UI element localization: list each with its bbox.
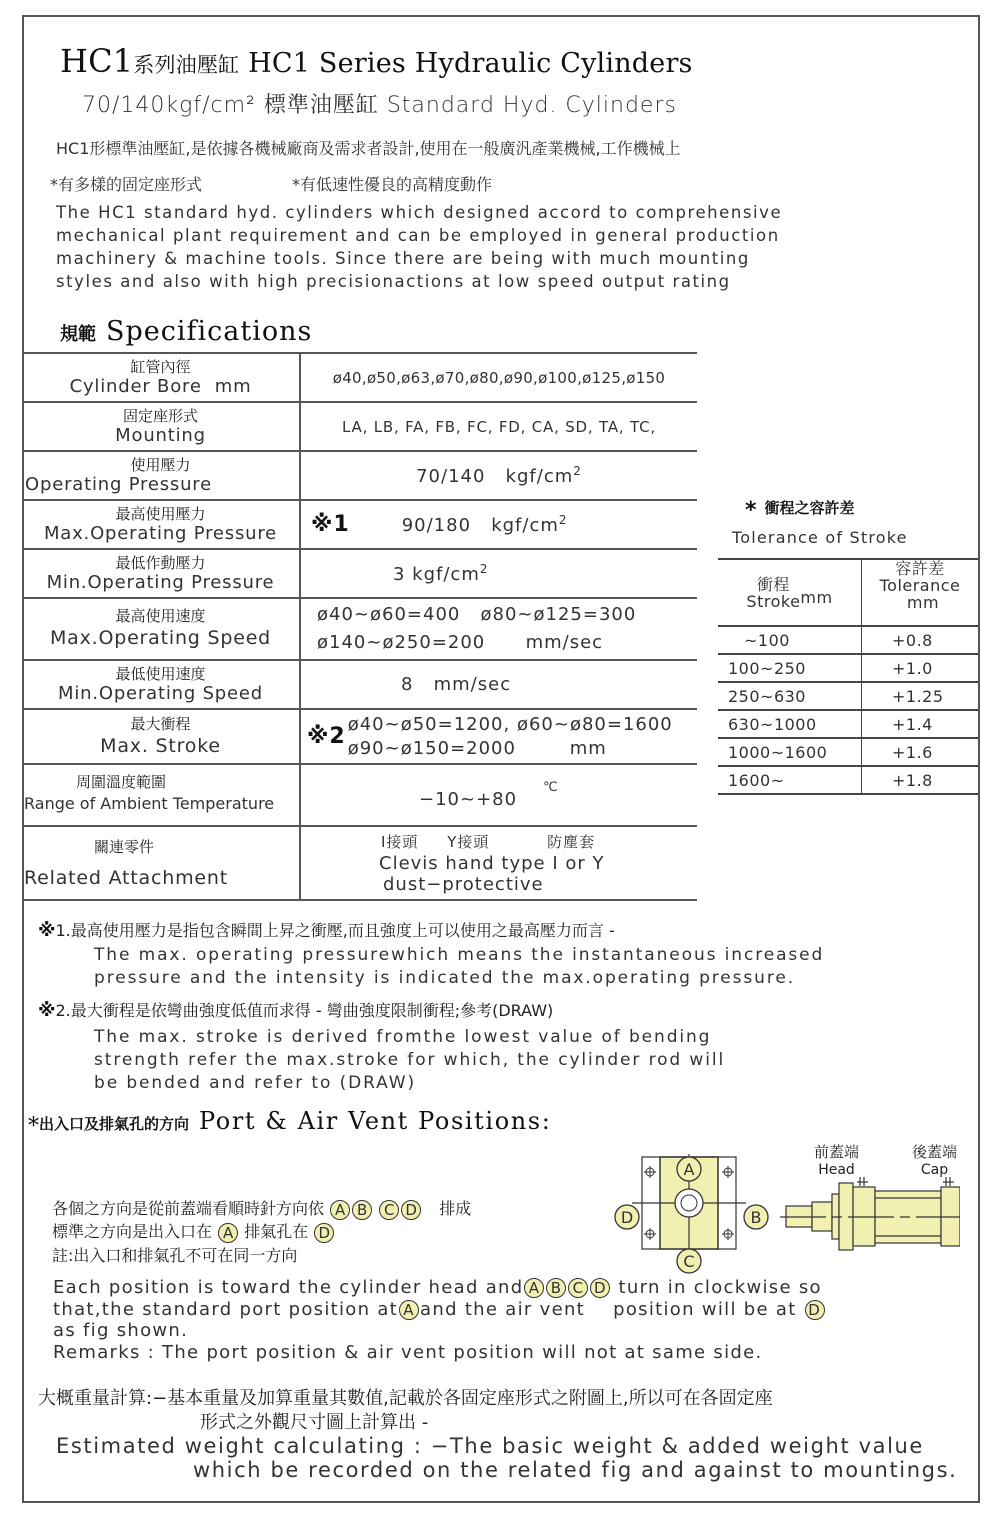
stroke-unit: mm [800,587,833,607]
head-label [814,1141,859,1178]
cap-label [912,1141,957,1178]
position-c-marker: C [379,1200,399,1220]
spec-label-cn: 周圍溫度範圍 [76,773,167,791]
label-b [744,1205,768,1229]
spec-label-en: Operating Pressure [25,474,212,495]
diagram-letter: A [683,1160,695,1179]
port-position-marker: A [218,1223,238,1243]
tolerance-cell: +0.8 [862,626,979,654]
position-b-marker: B [352,1200,372,1220]
spec-value-text: dust−protective [383,873,544,895]
port-text: 排成 [439,1199,472,1218]
note-en-line: The max. stroke is derived fromthe lowest value of bending [94,1027,712,1047]
port-cn-line-1 [52,1196,471,1220]
port-cn-line-3: 註:出入口和排氣孔不可在同一方向 [52,1246,298,1265]
spec-value-text: ø90~ø150=2000 mm [347,737,607,759]
spec-value-text: ø40~ø50=1200, ø60~ø80=1600 [347,713,673,735]
spec-value [300,353,697,402]
tolerance-row [718,710,978,738]
spec-label-cn: 使用壓力 [130,456,191,474]
spec-heading-en: Specifications [106,316,313,347]
spec-row-max-stroke [22,709,697,764]
label-c [677,1249,701,1273]
tolerance-cell: +1.6 [862,738,979,766]
title-model: HC1 [60,42,134,80]
tolerance-header-row [718,559,978,626]
port-heading-cn: 出入口及排氣孔的方向 [39,1115,190,1133]
note-1-cn [38,920,615,942]
spec-label-cn: 固定座形式 [122,407,198,425]
title-en: HC1 Series Hydraulic Cylinders [248,48,693,79]
spec-value [300,660,697,709]
spec-value-text: 8 mm/sec [401,674,512,695]
superscript: 2 [558,513,568,527]
subtitle: 70/140kgf/cm² 標準油壓缸 Standard Hyd. Cylinders [82,93,677,118]
spec-value [300,402,697,451]
spec-value [300,549,697,598]
spec-row-bore [22,353,697,402]
spec-label-en: Cylinder Bore mm [69,376,252,397]
stroke-cell: 100~250 [718,654,862,682]
spec-label-en: Min.Operating Speed [58,683,263,704]
port-position-marker: A [399,1300,419,1320]
intro-en-line: styles and also with high precisionactions at low speed output rating [56,272,731,291]
spec-row-max-pressure [22,500,697,549]
spec-row-related-attachment [22,826,697,900]
spec-row-max-speed [22,598,697,660]
feature-1: *有多樣的固定座形式 [50,175,203,194]
spec-label-cn: 關連零件 [94,837,155,856]
port-position-diagram [610,1130,960,1280]
tolerance-row [718,682,978,710]
tolerance-cell: +1.0 [862,654,979,682]
vent-position-marker: D [805,1300,825,1320]
spec-value-text: ø40~ø60=400 ø80~ø125=300 [317,604,637,625]
spec-value-text: −10~+80 [419,789,518,810]
tolerance-header [862,559,979,626]
spec-value [300,709,697,764]
spec-value [300,764,697,826]
spec-value [300,598,697,660]
stroke-cell: ~100 [718,626,862,654]
spec-label-cn: 最低作動壓力 [115,554,206,572]
note-mark: ※2 [307,724,346,749]
stroke-header-en: Stroke [746,591,801,611]
intro-en-line: The HC1 standard hyd. cylinders which designed accord to comprehensive [56,203,783,222]
note-1-en [94,944,824,990]
note-mark: ※ [38,920,56,941]
cap-label-en: Cap [920,1162,949,1178]
vent-position-marker: D [314,1223,334,1243]
spec-label-cn: 最高使用壓力 [115,505,206,523]
tolerance-table [718,558,978,795]
port-en-line-3: as fig shown. [53,1320,189,1341]
specifications-heading [60,316,312,347]
superscript: 2 [479,562,489,576]
tolerance-row [718,738,978,766]
spec-label-cn: 最高使用速度 [115,607,206,625]
label-a [677,1157,701,1181]
port-cn-line-2 [52,1219,335,1243]
position-d-marker: D [590,1278,610,1298]
spec-label-en: Mounting [115,425,206,446]
spec-value-text: 70/140 kgf/cm [416,466,574,487]
diagram-letter: B [750,1208,762,1227]
port-text: Each position is toward the cylinder head and [53,1277,524,1298]
note-2-cn-text: 2.最大衝程是依彎曲強度低值而求得 - 彎曲強度限制衝程;參考(DRAW) [55,1001,554,1020]
port-en-line-1 [53,1277,822,1298]
weight-cn-line-1: 大概重量計算:−基本重量及加算重量其數值,記載於各固定座形式之附圖上,所以可在各固定座 [38,1388,773,1409]
spec-label-cn: 最低使用速度 [115,665,206,683]
note-mark: ※1 [311,512,350,537]
tolerance-header-cn: 容許差 [895,559,945,578]
note-mark: ※ [38,1000,56,1021]
diagram-letter: D [620,1208,634,1227]
diagram-letter: C [683,1252,695,1271]
tolerance-header-en: Tolerance [879,576,961,595]
spec-value-text: ø140~ø250=200 mm/sec [317,632,604,653]
note-2-cn [38,1000,553,1022]
position-a-marker: A [524,1278,544,1298]
spec-row-temperature [22,764,697,826]
title-cn: 系列油壓缸 [133,53,240,77]
note-2-en [94,1026,725,1095]
cylinder-side-view [780,1177,960,1250]
spec-row-mounting [22,402,697,451]
weight-en-line-1: Estimated weight calculating : −The basic weight & added weight value [56,1434,924,1458]
spec-row-min-speed [22,660,697,709]
tolerance-title-cn [745,497,855,523]
stroke-header-cn: 衝程 [756,574,790,594]
spec-label-en: Max.Operating Pressure [43,523,278,544]
tolerance-row [718,654,978,682]
stroke-cell: 630~1000 [718,710,862,738]
port-text: 各個之方向是從前蓋端看順時針方向依 [52,1199,325,1218]
cap-label-cn: 後蓋端 [912,1143,958,1161]
spec-value-text: 90/180 kgf/cm [401,515,559,536]
note-en-line: be bended and refer to (DRAW) [94,1073,416,1093]
page-title [60,42,693,80]
spec-label-en: Max. Stroke [100,734,221,757]
spec-label-en: Related Attachment [24,866,228,889]
asterisk-icon: * [28,1114,39,1139]
spec-label-en: Range of Ambient Temperature [24,794,275,813]
intro-en-line: machinery & machine tools. Since there are being with much mounting [56,249,750,268]
weight-en-line-2: which be recorded on the related fig and against to mountings. [193,1458,958,1482]
spec-value-text: ø40,ø50,ø63,ø70,ø80,ø90,ø100,ø125,ø150 [332,368,666,387]
label-d [615,1205,639,1229]
stroke-cell: 1600~ [718,766,862,794]
port-text: 排氣孔在 [244,1222,309,1241]
tolerance-title-cn-text: 衝程之容許差 [764,499,855,517]
tolerance-row [718,626,978,654]
port-text: turn in clockwise so [618,1277,822,1298]
tolerance-cell: +1.25 [862,682,979,710]
spec-value [300,500,697,549]
spec-row-operating-pressure [22,451,697,500]
note-en-line: pressure and the intensity is indicated the max.operating pressure. [94,968,795,988]
stroke-header [718,559,862,626]
spec-label-en: Min.Operating Pressure [46,572,275,593]
tolerance-unit: mm [906,593,940,612]
feature-2: *有低速性優良的高精度動作 [292,175,493,194]
tolerance-row [718,766,978,794]
position-d-marker: D [401,1200,421,1220]
spec-label-cn: 缸管內徑 [130,358,191,376]
stroke-cell: 250~630 [718,682,862,710]
spec-label-en: Max.Operating Speed [49,627,272,649]
spec-value-text: Clevis hand type I or Y [379,852,605,874]
head-label-en: Head [818,1162,855,1178]
port-text: and the air vent position will be at [420,1299,797,1320]
head-label-cn: 前蓋端 [814,1143,860,1161]
position-a-marker: A [330,1200,350,1220]
position-c-marker: C [568,1278,588,1298]
intro-en-line: mechanical plant requirement and can be employed in general production [56,226,780,245]
tolerance-cell: +1.8 [862,766,979,794]
spec-heading-cn: 規範 [60,324,96,345]
spec-value [300,451,697,500]
port-heading-en: Port & Air Vent Positions: [199,1107,552,1135]
spec-value-text: 3 kgf/cm [393,564,480,585]
spec-row-min-pressure [22,549,697,598]
tolerance-title-en: Tolerance of Stroke [732,528,908,547]
tolerance-cell: +1.4 [862,710,979,738]
port-en-line-2 [53,1299,826,1320]
note-1-cn-text: 1.最高使用壓力是指包含瞬間上昇之衝壓,而且強度上可以使用之最高壓力而言 - [55,921,615,940]
spec-label-cn: 最大衝程 [130,714,191,733]
note-en-line: The max. operating pressurewhich means the instantaneous increased [94,945,825,965]
port-text: 標準之方向是出入口在 [52,1222,213,1241]
spec-value [300,826,697,900]
spec-value-cn: I接頭 Y接頭 防塵套 [381,832,596,851]
stroke-cell: 1000~1600 [718,738,862,766]
intro-cn: HC1形標準油壓缸,是依據各機械廠商及需求者設計,使用在一般廣汎產業機械,工作機械上 [56,139,681,158]
note-en-line: strength refer the max.stroke for which, the cylinder rod will [94,1050,726,1070]
superscript: 2 [573,464,582,478]
asterisk-icon: * [745,498,757,523]
weight-cn-line-2: 形式之外觀尺寸圖上計算出 - [200,1412,429,1433]
port-en-line-4: Remarks : The port position & air vent position will not at same side. [53,1342,763,1363]
spec-value-text: LA, LB, FA, FB, FC, FD, CA, SD, TA, TC, [342,417,656,436]
intro-en [56,201,782,293]
position-b-marker: B [546,1278,566,1298]
celsius-unit: ℃ [543,780,559,795]
port-text: that,the standard port position at [53,1299,399,1320]
port-heading [28,1107,551,1139]
specifications-table [22,352,697,901]
